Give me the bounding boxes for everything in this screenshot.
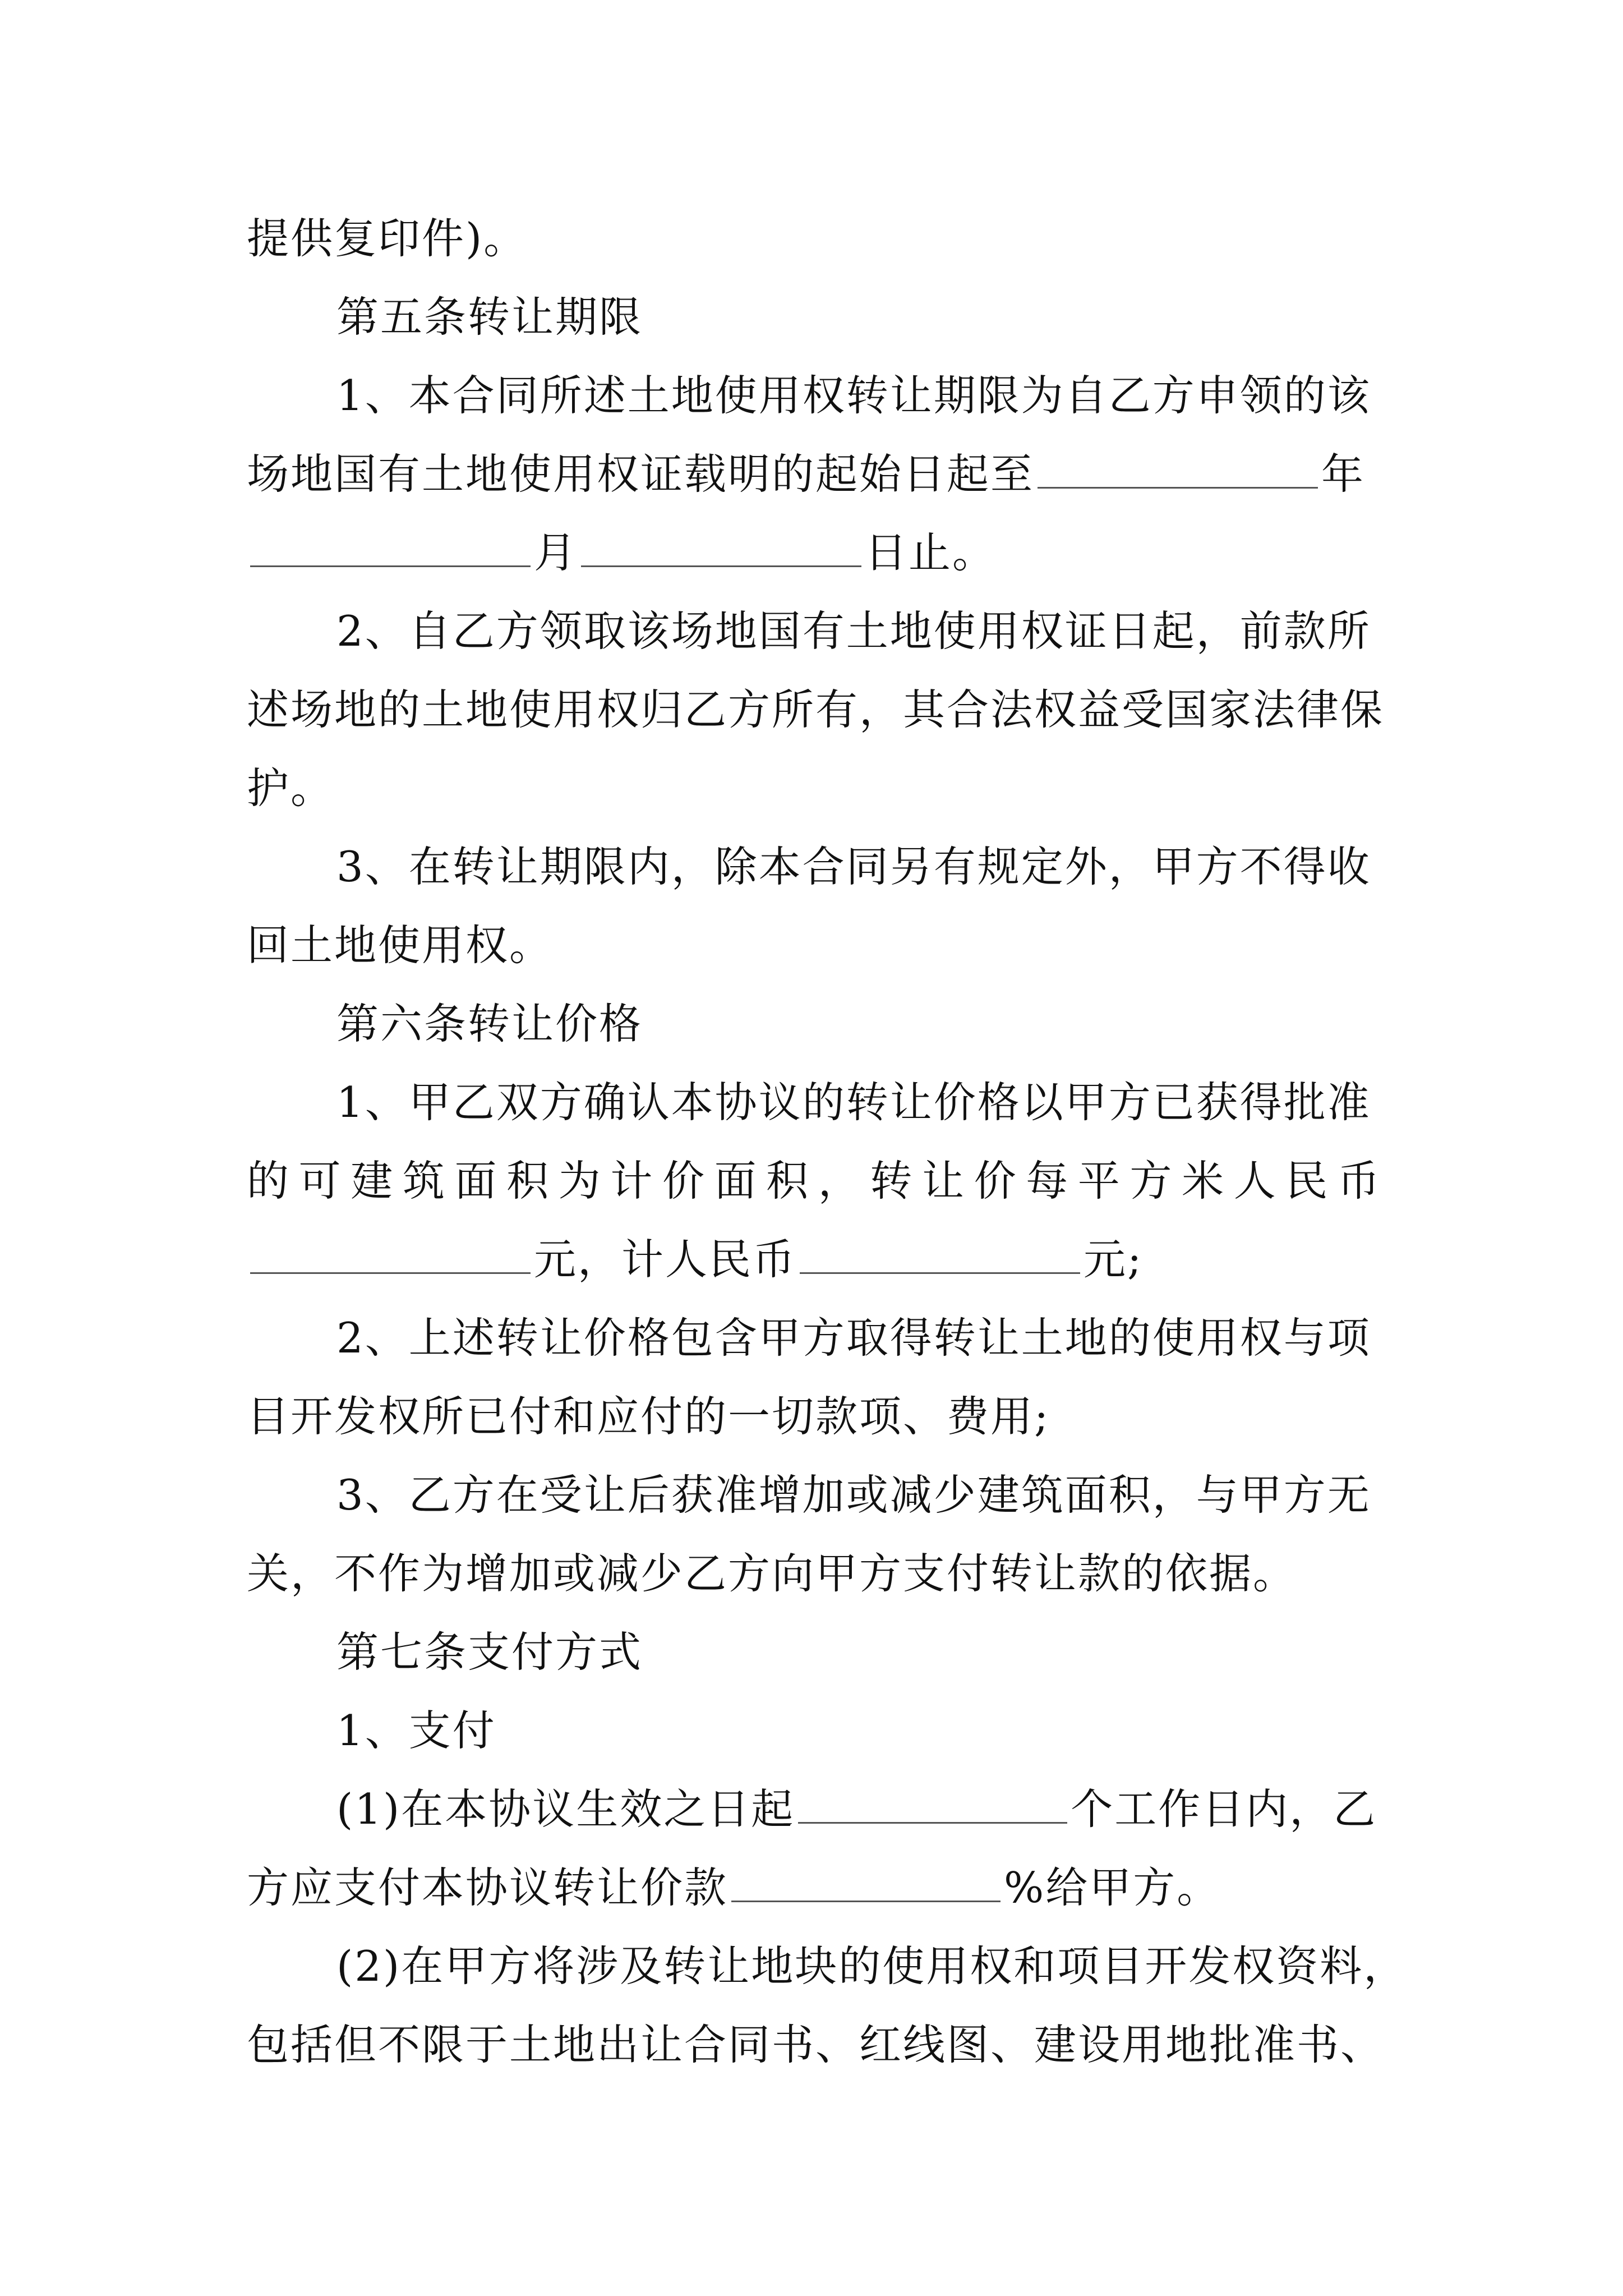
text-run: 目开发权所已付和应付的一切款项、费用;	[247, 1392, 1050, 1441]
text-line	[247, 1142, 1380, 1220]
text-run: (2)在甲方将涉及转让地块的使用权和项目开发权资料，	[336, 1941, 1408, 1991]
fill-blank	[581, 565, 861, 567]
fill-blank	[250, 1272, 531, 1274]
text-line	[336, 827, 1371, 906]
text-run: 元;	[1083, 1235, 1144, 1284]
text-line	[336, 1063, 1371, 1142]
text-run: 提供复印件)。	[247, 214, 528, 263]
text-run: 方应支付本协议转让价款	[247, 1863, 728, 1912]
text-run: 2、自乙方领取该场地国有土地使用权证日起，前款所	[336, 606, 1371, 656]
text-run: 关，不作为增加或减少乙方向甲方支付转让款的依据。	[247, 1549, 1297, 1598]
text-line	[336, 1456, 1371, 1534]
text-run: 个工作日内，乙	[1071, 1784, 1377, 1834]
text-run: 日止。	[865, 528, 997, 577]
text-run: 第五条转让期限	[336, 292, 643, 342]
text-run: 护。	[247, 763, 335, 813]
text-line	[247, 670, 1384, 749]
text-run: (1)在本协议生效之日起	[336, 1784, 795, 1834]
text-line	[247, 749, 334, 827]
text-run: 1、甲乙双方确认本协议的转让价格以甲方已获得批准	[336, 1078, 1371, 1127]
text-run: %给甲方。	[1004, 1863, 1221, 1912]
section-heading	[336, 278, 643, 356]
fill-blank	[1038, 486, 1318, 489]
text-line	[247, 435, 1365, 513]
text-run: 元，计人民币	[534, 1235, 797, 1284]
text-line	[247, 1534, 1297, 1613]
text-line	[336, 1691, 496, 1770]
text-run: 场地国有土地使用权证载明的起始日起至	[247, 449, 1035, 499]
text-line	[247, 906, 553, 984]
text-run: 年	[1321, 449, 1366, 499]
text-run: 2、上述转让价格包含甲方取得转让土地的使用权与项	[336, 1313, 1371, 1363]
fill-blank	[731, 1900, 1000, 1902]
fill-blank	[250, 565, 531, 567]
text-run: 3、在转让期限内，除本合同另有规定外，甲方不得收	[336, 842, 1371, 891]
text-run: 第七条支付方式	[336, 1627, 643, 1677]
text-run: 的可建筑面积为计价面积，转让价每平方米人民币	[247, 1156, 1380, 1205]
text-run: 包括但不限于土地出让合同书、红线图、建设用地批准书、	[247, 2020, 1385, 2069]
text-line	[336, 1770, 1377, 1848]
text-line	[247, 513, 996, 592]
text-run: 回土地使用权。	[247, 921, 554, 970]
text-line	[336, 356, 1371, 435]
text-run: 月	[534, 528, 578, 577]
text-run: 述场地的土地使用权归乙方所有，其合法权益受国家法律保	[247, 685, 1385, 734]
text-line	[336, 592, 1371, 670]
text-line	[247, 1377, 1050, 1456]
text-line	[247, 1220, 1143, 1299]
fill-blank	[800, 1272, 1080, 1274]
text-run: 1、支付	[336, 1706, 496, 1755]
text-run: 第六条转让价格	[336, 999, 643, 1048]
text-line	[247, 2005, 1384, 2084]
text-line	[336, 1927, 1407, 2005]
text-run: 1、本合同所述土地使用权转让期限为自乙方申领的该	[336, 371, 1371, 420]
text-line	[247, 1848, 1220, 1927]
text-line	[247, 199, 527, 278]
text-run: 3、乙方在受让后获准增加或减少建筑面积，与甲方无	[336, 1470, 1371, 1520]
section-heading	[336, 984, 643, 1063]
section-heading	[336, 1613, 643, 1691]
text-line	[336, 1299, 1371, 1377]
fill-blank	[798, 1821, 1067, 1824]
